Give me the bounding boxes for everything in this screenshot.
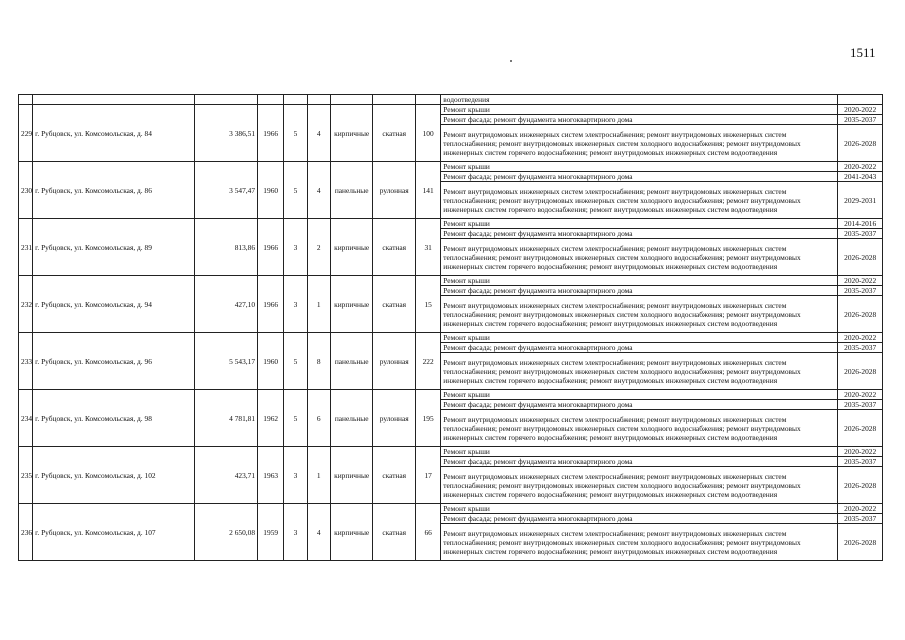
entrances-cell: 2 [307, 219, 330, 276]
floors-cell: 5 [284, 162, 307, 219]
work-type-cell: Ремонт фасада; ремонт фундамента многоквартирного дома [441, 400, 838, 410]
period-cell: 2026-2028 [838, 410, 883, 447]
work-type-cell: Ремонт внутридомовых инженерных систем электроснабжения; ремонт внутридомовых инженерных систем теплоснабжения; ремонт внутридомовых инженерных систем холодного водоснабжения; ремонт внутридомовых инженерных систем горячего водоснабжения; ремонт внутридомовых инженерных систем водоотведения [441, 125, 838, 162]
wall-material-cell: кирпичные [330, 105, 373, 162]
address-cell: г. Рубцовск, ул. Комсомольская, д. 102 [33, 447, 195, 504]
period-cell: 2035-2037 [838, 343, 883, 353]
roof-type-cell: скатная [373, 276, 416, 333]
floors-cell: 5 [284, 333, 307, 390]
floors-cell: 3 [284, 504, 307, 561]
area-cell: 4 781,81 [195, 390, 258, 447]
cell-empty [258, 95, 284, 105]
work-type-cell: Ремонт фасада; ремонт фундамента многоквартирного дома [441, 172, 838, 182]
area-cell: 427,10 [195, 276, 258, 333]
page-number: 1511 [850, 45, 876, 60]
floors-cell: 3 [284, 219, 307, 276]
address-cell: г. Рубцовск, ул. Комсомольская, д. 96 [33, 333, 195, 390]
apartments-cell: 195 [415, 390, 440, 447]
roof-type-cell: скатная [373, 504, 416, 561]
period-cell: 2026-2028 [838, 467, 883, 504]
table-row [19, 219, 883, 229]
period-cell: 2026-2028 [838, 296, 883, 333]
work-type-cell: Ремонт крыши [441, 162, 838, 172]
table-row [19, 504, 883, 514]
period-cell: 2035-2037 [838, 457, 883, 467]
period-cell: 2035-2037 [838, 514, 883, 524]
period-cell: 2035-2037 [838, 115, 883, 125]
cell-empty [330, 95, 373, 105]
area-cell: 423,71 [195, 447, 258, 504]
entrances-cell: 8 [307, 333, 330, 390]
floors-cell: 3 [284, 276, 307, 333]
entrances-cell: 1 [307, 447, 330, 504]
work-type-cell: Ремонт внутридомовых инженерных систем электроснабжения; ремонт внутридомовых инженерных систем теплоснабжения; ремонт внутридомовых инженерных систем холодного водоснабжения; ремонт внутридомовых инженерных систем горячего водоснабжения; ремонт внутридомовых инженерных систем водоотведения [441, 467, 838, 504]
row-number: 230 [19, 162, 33, 219]
roof-type-cell: рулонная [373, 333, 416, 390]
work-type-cell: Ремонт фасада; ремонт фундамента многоквартирного дома [441, 286, 838, 296]
work-type-cell: Ремонт крыши [441, 105, 838, 115]
cell-empty [307, 95, 330, 105]
row-number: 234 [19, 390, 33, 447]
roof-type-cell: скатная [373, 105, 416, 162]
period-cell: 2020-2022 [838, 390, 883, 400]
period-cell: 2014-2016 [838, 219, 883, 229]
period-cell: 2020-2022 [838, 333, 883, 343]
scan-speck [510, 60, 512, 62]
wall-material-cell: кирпичные [330, 276, 373, 333]
period-cell: 2035-2037 [838, 229, 883, 239]
address-cell: г. Рубцовск, ул. Комсомольская, д. 86 [33, 162, 195, 219]
entrances-cell: 4 [307, 504, 330, 561]
row-number: 235 [19, 447, 33, 504]
cell-empty [284, 95, 307, 105]
area-cell: 3 386,51 [195, 105, 258, 162]
table-row [19, 447, 883, 457]
area-cell: 813,86 [195, 219, 258, 276]
cell-empty [415, 95, 440, 105]
apartments-cell: 17 [415, 447, 440, 504]
table-row [19, 276, 883, 286]
apartments-cell: 100 [415, 105, 440, 162]
period-cell: 2026-2028 [838, 239, 883, 276]
entrances-cell: 1 [307, 276, 330, 333]
period-cell: 2020-2022 [838, 447, 883, 457]
roof-type-cell: рулонная [373, 390, 416, 447]
period-cell: 2020-2022 [838, 276, 883, 286]
work-type-cell: Ремонт внутридомовых инженерных систем электроснабжения; ремонт внутридомовых инженерных систем теплоснабжения; ремонт внутридомовых инженерных систем холодного водоснабжения; ремонт внутридомовых инженерных систем горячего водоснабжения; ремонт внутридомовых инженерных систем водоотведения [441, 239, 838, 276]
wall-material-cell: панельные [330, 390, 373, 447]
cell-empty [19, 95, 33, 105]
address-cell: г. Рубцовск, ул. Комсомольская, д. 89 [33, 219, 195, 276]
area-cell: 2 650,08 [195, 504, 258, 561]
table-row [19, 105, 883, 115]
roof-type-cell: скатная [373, 447, 416, 504]
period-cell: 2041-2043 [838, 172, 883, 182]
wall-material-cell: кирпичные [330, 219, 373, 276]
work-type-cell: Ремонт крыши [441, 504, 838, 514]
row-number: 231 [19, 219, 33, 276]
work-type-cell: Ремонт фасада; ремонт фундамента многоквартирного дома [441, 229, 838, 239]
work-type-cell: Ремонт крыши [441, 447, 838, 457]
row-number: 236 [19, 504, 33, 561]
period-cell: 2035-2037 [838, 286, 883, 296]
entrances-cell: 6 [307, 390, 330, 447]
work-type-cell: Ремонт фасада; ремонт фундамента многоквартирного дома [441, 514, 838, 524]
capital-repair-table [18, 94, 883, 561]
year-built-cell: 1960 [258, 162, 284, 219]
period-cell: 2026-2028 [838, 125, 883, 162]
work-type-cell: Ремонт фасада; ремонт фундамента многоквартирного дома [441, 457, 838, 467]
entrances-cell: 4 [307, 105, 330, 162]
year-built-cell: 1960 [258, 333, 284, 390]
period-cell: 2020-2022 [838, 162, 883, 172]
work-type-cell: Ремонт внутридомовых инженерных систем электроснабжения; ремонт внутридомовых инженерных систем теплоснабжения; ремонт внутридомовых инженерных систем холодного водоснабжения; ремонт внутридомовых инженерных систем горячего водоснабжения; ремонт внутридомовых инженерных систем водоотведения [441, 524, 838, 561]
work-type-cell: Ремонт фасада; ремонт фундамента многоквартирного дома [441, 115, 838, 125]
row-number: 232 [19, 276, 33, 333]
year-built-cell: 1966 [258, 105, 284, 162]
period-cell: 2035-2037 [838, 400, 883, 410]
apartments-cell: 31 [415, 219, 440, 276]
work-type-cell: Ремонт фасада; ремонт фундамента многоквартирного дома [441, 343, 838, 353]
work-type-cell: Ремонт внутридомовых инженерных систем электроснабжения; ремонт внутридомовых инженерных систем теплоснабжения; ремонт внутридомовых инженерных систем холодного водоснабжения; ремонт внутридомовых инженерных систем горячего водоснабжения; ремонт внутридомовых инженерных систем водоотведения [441, 296, 838, 333]
roof-type-cell: скатная [373, 219, 416, 276]
roof-type-cell: рулонная [373, 162, 416, 219]
year-built-cell: 1962 [258, 390, 284, 447]
apartments-cell: 15 [415, 276, 440, 333]
wall-material-cell: панельные [330, 333, 373, 390]
address-cell: г. Рубцовск, ул. Комсомольская, д. 94 [33, 276, 195, 333]
period-cell: 2026-2028 [838, 353, 883, 390]
work-type-cell: Ремонт крыши [441, 390, 838, 400]
work-type-cell: Ремонт крыши [441, 276, 838, 286]
year-built-cell: 1966 [258, 219, 284, 276]
work-type-cell: Ремонт крыши [441, 219, 838, 229]
table-row [19, 333, 883, 343]
period-cell: 2026-2028 [838, 524, 883, 561]
row-number: 233 [19, 333, 33, 390]
period-cell: 2029-2031 [838, 182, 883, 219]
apartments-cell: 222 [415, 333, 440, 390]
cell-empty [195, 95, 258, 105]
work-type-cell: Ремонт внутридомовых инженерных систем электроснабжения; ремонт внутридомовых инженерных систем теплоснабжения; ремонт внутридомовых инженерных систем холодного водоснабжения; ремонт внутридомовых инженерных систем горячего водоснабжения; ремонт внутридомовых инженерных систем водоотведения [441, 182, 838, 219]
floors-cell: 5 [284, 390, 307, 447]
cell-empty [373, 95, 416, 105]
area-cell: 5 543,17 [195, 333, 258, 390]
period-cell: 2020-2022 [838, 105, 883, 115]
address-cell: г. Рубцовск, ул. Комсомольская, д. 98 [33, 390, 195, 447]
table-row [19, 162, 883, 172]
table-row-continuation [19, 95, 883, 105]
floors-cell: 3 [284, 447, 307, 504]
year-built-cell: 1959 [258, 504, 284, 561]
work-type-cell: Ремонт внутридомовых инженерных систем электроснабжения; ремонт внутридомовых инженерных систем теплоснабжения; ремонт внутридомовых инженерных систем холодного водоснабжения; ремонт внутридомовых инженерных систем горячего водоснабжения; ремонт внутридомовых инженерных систем водоотведения [441, 410, 838, 447]
address-cell: г. Рубцовск, ул. Комсомольская, д. 107 [33, 504, 195, 561]
address-cell: г. Рубцовск, ул. Комсомольская, д. 84 [33, 105, 195, 162]
cell-empty [838, 95, 883, 105]
table-row [19, 390, 883, 400]
wall-material-cell: кирпичные [330, 447, 373, 504]
floors-cell: 5 [284, 105, 307, 162]
apartments-cell: 66 [415, 504, 440, 561]
work-type-cell: Ремонт крыши [441, 333, 838, 343]
period-cell: 2020-2022 [838, 504, 883, 514]
apartments-cell: 141 [415, 162, 440, 219]
wall-material-cell: кирпичные [330, 504, 373, 561]
wall-material-cell: панельные [330, 162, 373, 219]
area-cell: 3 547,47 [195, 162, 258, 219]
year-built-cell: 1966 [258, 276, 284, 333]
year-built-cell: 1963 [258, 447, 284, 504]
table-body [19, 95, 883, 561]
work-type-cell: водоотведения [441, 95, 838, 105]
cell-empty [33, 95, 195, 105]
entrances-cell: 4 [307, 162, 330, 219]
work-type-cell: Ремонт внутридомовых инженерных систем электроснабжения; ремонт внутридомовых инженерных систем теплоснабжения; ремонт внутридомовых инженерных систем холодного водоснабжения; ремонт внутридомовых инженерных систем горячего водоснабжения; ремонт внутридомовых инженерных систем водоотведения [441, 353, 838, 390]
row-number: 229 [19, 105, 33, 162]
